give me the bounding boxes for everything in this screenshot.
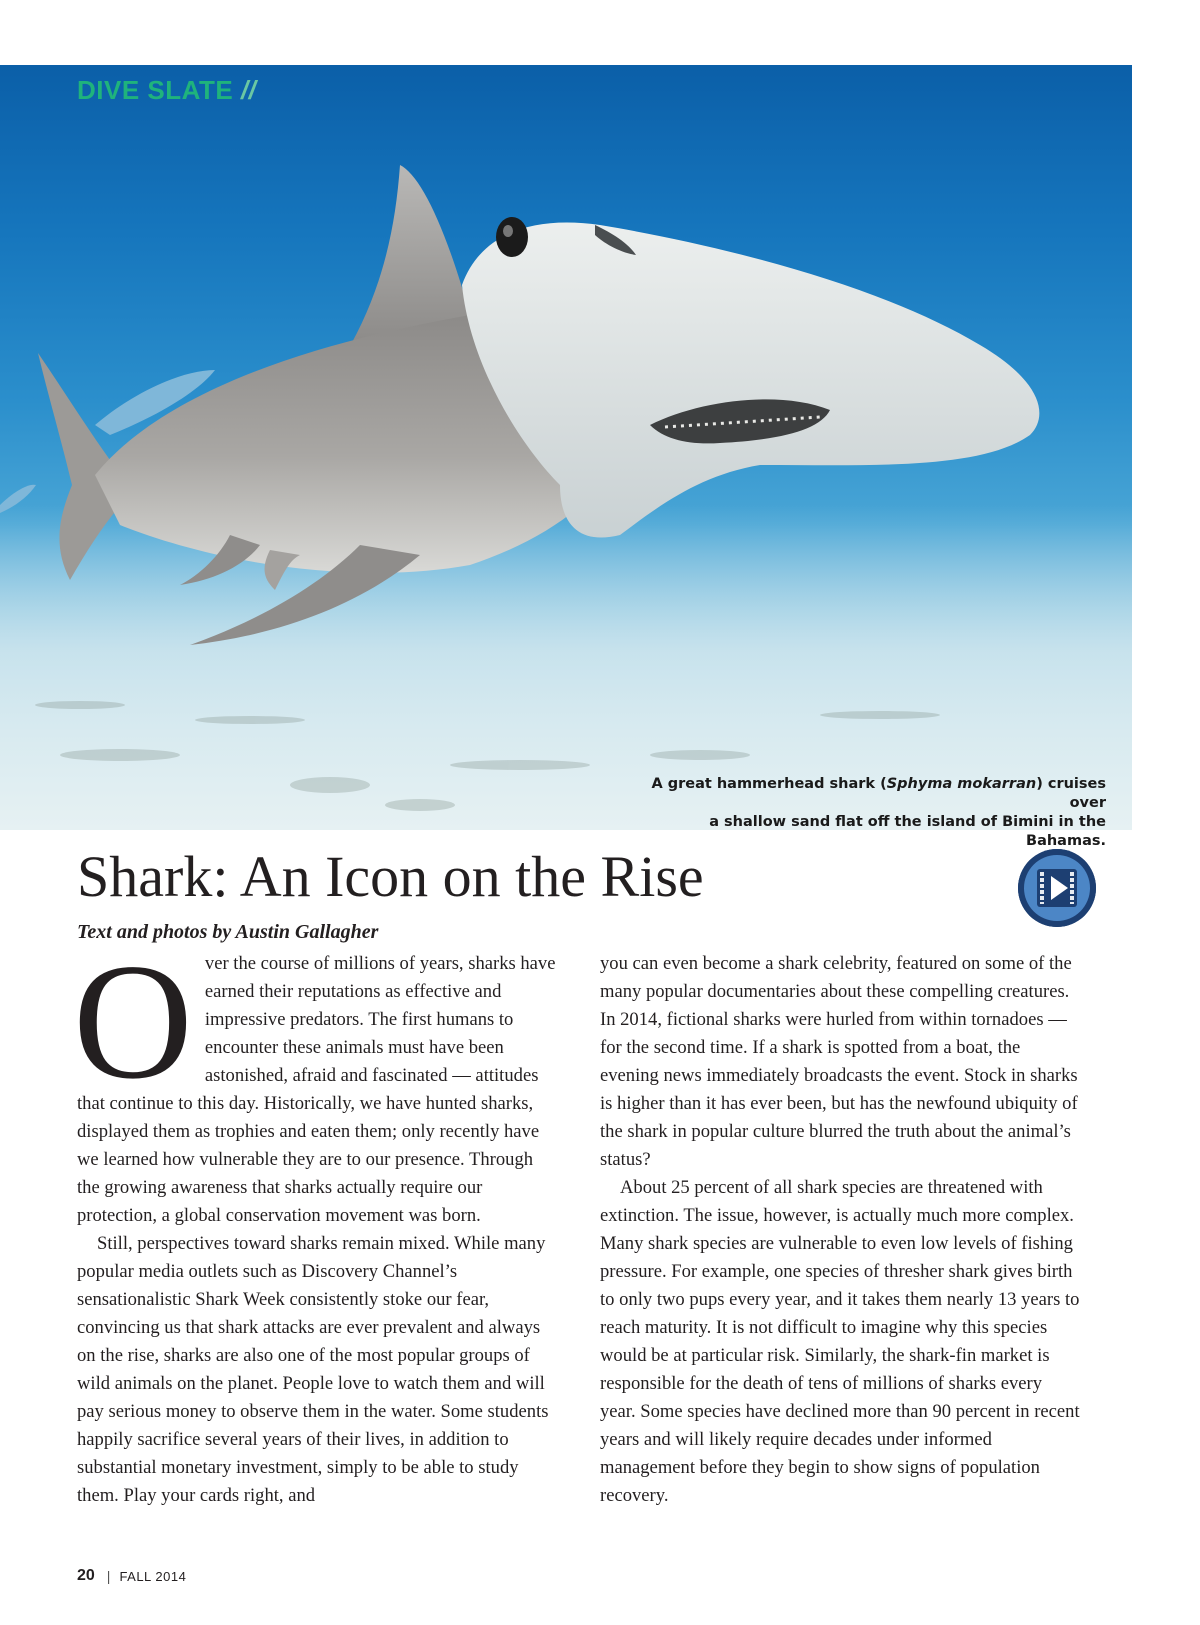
section-label-text: DIVE SLATE bbox=[77, 75, 234, 105]
hammerhead-shark-photo bbox=[0, 65, 1132, 830]
article-title: Shark: An Icon on the Rise bbox=[77, 844, 704, 909]
issue-label: FALL 2014 bbox=[119, 1568, 187, 1584]
drop-cap: O bbox=[73, 929, 193, 1113]
video-play-button[interactable] bbox=[1018, 849, 1096, 927]
footer-separator: | bbox=[106, 1568, 111, 1584]
caption-species: Sphyma mokarran bbox=[886, 776, 1037, 792]
paragraph: you can even become a shark celebrity, featured on some of the many popular documentaries about these compelling creatures. In 2014, fictional sharks were hurled from within tornadoes — for the second time. If a shark is spotted from a boat, the evening news immediately broadcasts the event. Stock in sharks is higher than it has ever been, but has the newfound ubiquity of the shark in popular culture blurred the truth about the animal’s status? bbox=[600, 953, 1078, 1170]
paragraph: Still, perspectives toward sharks remain mixed. While many popular media outlets such as Discovery Channel’s sensationalistic Shark Week consistently stoke our fear, convincing us that shark attacks are ever prevalent and always on the rise, sharks are also one of the most popular groups of wild animals on the planet. People love to watch them and will pay serious money to observe them in the water. Some students happily sacrifice several years of their lives, in addition to substantial monetary investment, simply to be able to study them. Play your cards right, and bbox=[77, 1233, 549, 1506]
page-number: 20 bbox=[77, 1567, 95, 1584]
paragraph-text: ver the course of millions of years, sharks have earned their reputations as effective and impressive predators. The first humans to encounter these animals must have been astonished, afraid and fascinated — attitudes that continue to this day. Historically, we have hunted sharks, displayed them as trophies and eaten them; only recently have we learned how vulnerable they are to our presence. Through the growing awareness that sharks actually require our protection, a global conservation movement was born. bbox=[77, 953, 556, 1226]
byline: Text and photos by Austin Gallagher bbox=[77, 921, 379, 943]
video-play-icon bbox=[1018, 849, 1096, 927]
paragraph: About 25 percent of all shark species are threatened with extinction. The issue, however, is actually much more complex. Many shark species are vulnerable to even low levels of fishing pressure. For example, one species of thresher shark gives birth to only two pups every year, and it takes them nearly 13 years to reach maturity. It is not difficult to imagine why this species would be at particular risk. Similarly, the shark-fin market is responsible for the death of tens of millions of sharks every year. Some species have declined more than 90 percent in recent years and will likely require decades under informed management before they begin to show signs of population recovery. bbox=[600, 1177, 1080, 1506]
photo-caption bbox=[646, 775, 1106, 851]
section-label-slashes: // bbox=[240, 75, 257, 105]
caption-line2: a shallow sand flat off the island of Bimini in the Bahamas. bbox=[709, 814, 1106, 849]
hero-photo bbox=[0, 65, 1132, 849]
article-column-right bbox=[600, 950, 1080, 1510]
caption-before: A great hammerhead shark ( bbox=[651, 776, 887, 792]
section-label bbox=[77, 75, 256, 106]
caption-after: ) cruises over bbox=[1036, 776, 1106, 811]
page-footer bbox=[77, 1567, 186, 1585]
